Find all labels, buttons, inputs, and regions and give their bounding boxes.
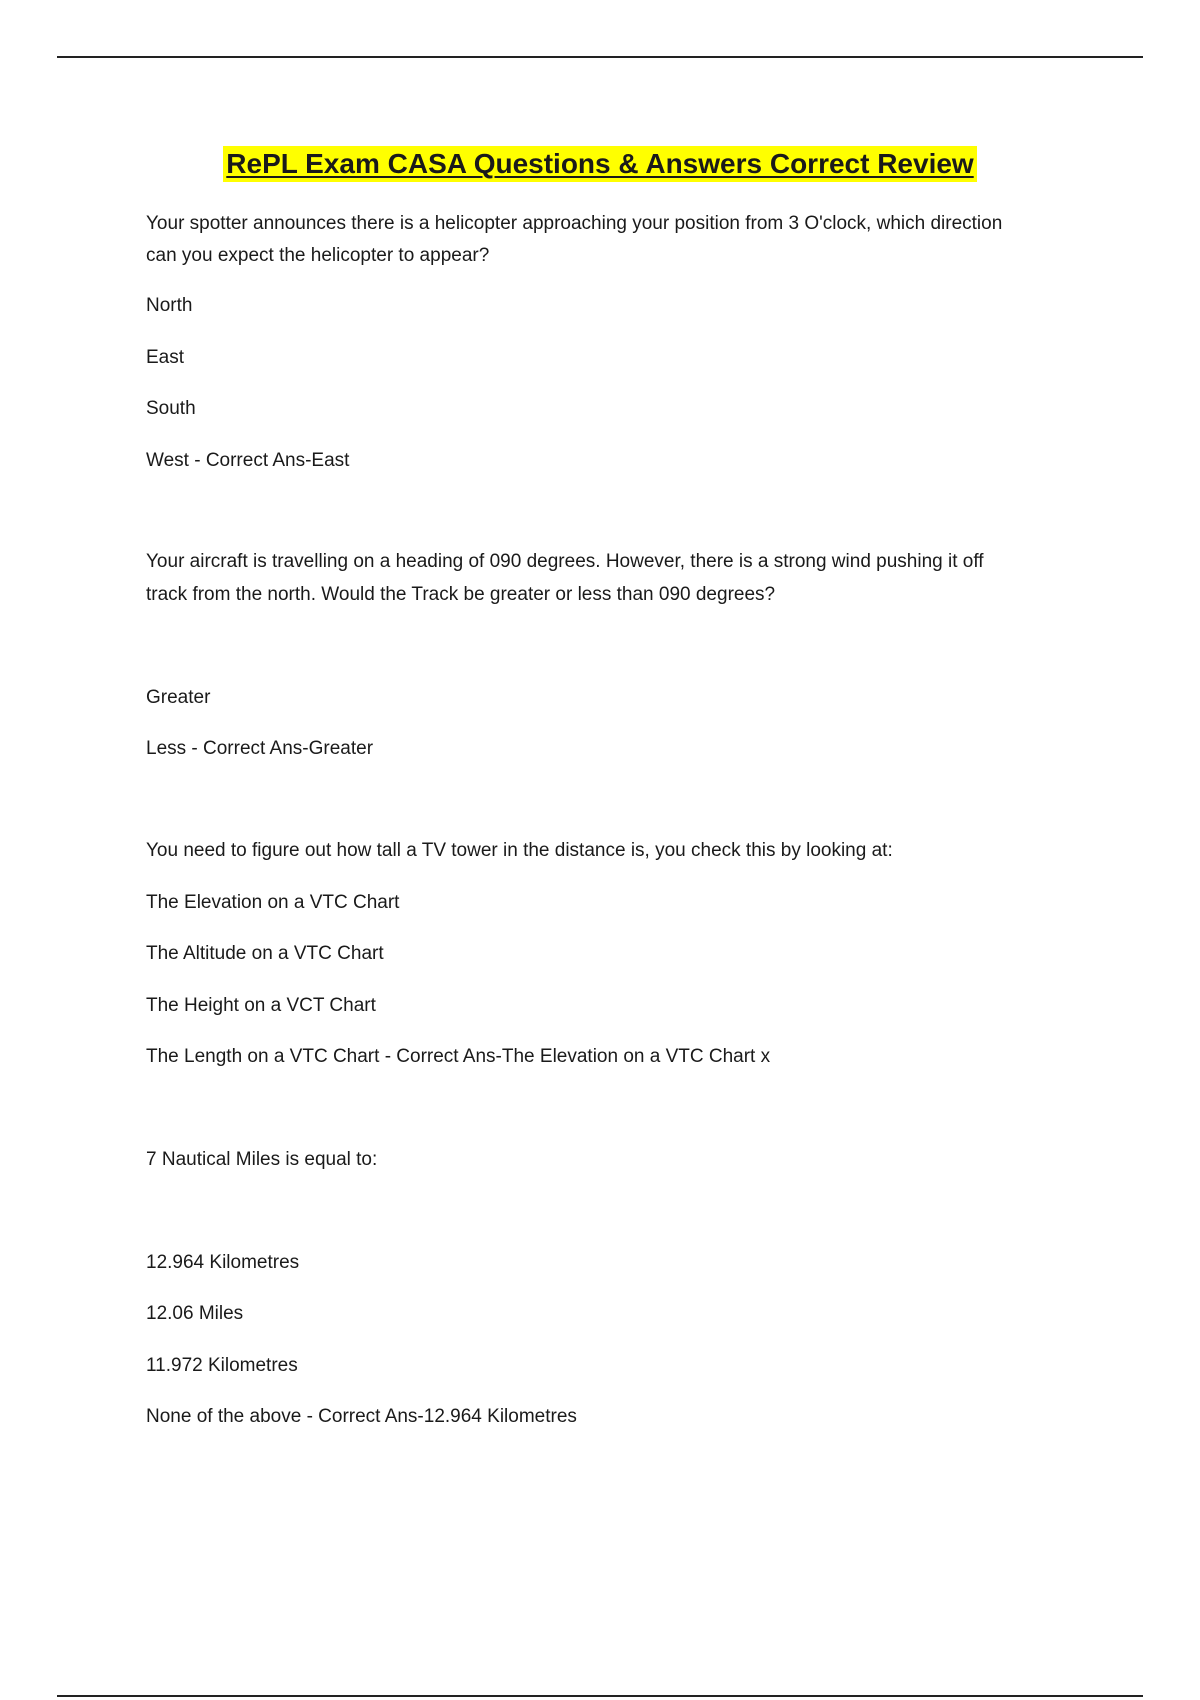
question-2-prompt-line-1: Your aircraft is travelling on a heading of 090 degrees. However, there is a strong wind pushing it off <box>146 551 984 572</box>
document-title: RePL Exam CASA Questions & Answers Correct Review <box>223 146 976 182</box>
question-2-option-2: Less - Correct Ans-Greater <box>146 738 374 759</box>
question-3-option-4: The Length on a VTC Chart - Correct Ans-The Elevation on a VTC Chart x <box>146 1046 771 1067</box>
question-2-prompt-line-2: track from the north. Would the Track be greater or less than 090 degrees? <box>146 584 776 605</box>
question-1-prompt-line-2: can you expect the helicopter to appear? <box>146 245 490 266</box>
question-3-prompt-line-1: You need to figure out how tall a TV tower in the distance is, you check this by looking at: <box>146 840 893 861</box>
question-1-option-3: South <box>146 398 196 419</box>
question-4-option-3: 11.972 Kilometres <box>146 1355 298 1376</box>
question-2-option-1: Greater <box>146 687 211 708</box>
question-1-option-1: North <box>146 295 193 316</box>
question-4-option-4: None of the above - Correct Ans-12.964 Kilometres <box>146 1406 577 1427</box>
footer-rule <box>57 1695 1143 1697</box>
question-3-option-3: The Height on a VCT Chart <box>146 995 376 1016</box>
question-4-option-1: 12.964 Kilometres <box>146 1252 300 1273</box>
question-1-option-4: West - Correct Ans-East <box>146 450 350 471</box>
question-3-option-2: The Altitude on a VTC Chart <box>146 943 384 964</box>
header-rule <box>57 56 1143 58</box>
question-1-prompt-line-1: Your spotter announces there is a helicopter approaching your position from 3 O'clock, which direction <box>146 213 1003 234</box>
question-3-option-1: The Elevation on a VTC Chart <box>146 892 400 913</box>
title-container <box>0 146 1200 182</box>
question-4-prompt-line-1: 7 Nautical Miles is equal to: <box>146 1149 378 1170</box>
question-1-option-2: East <box>146 347 185 368</box>
question-4-option-2: 12.06 Miles <box>146 1303 244 1324</box>
